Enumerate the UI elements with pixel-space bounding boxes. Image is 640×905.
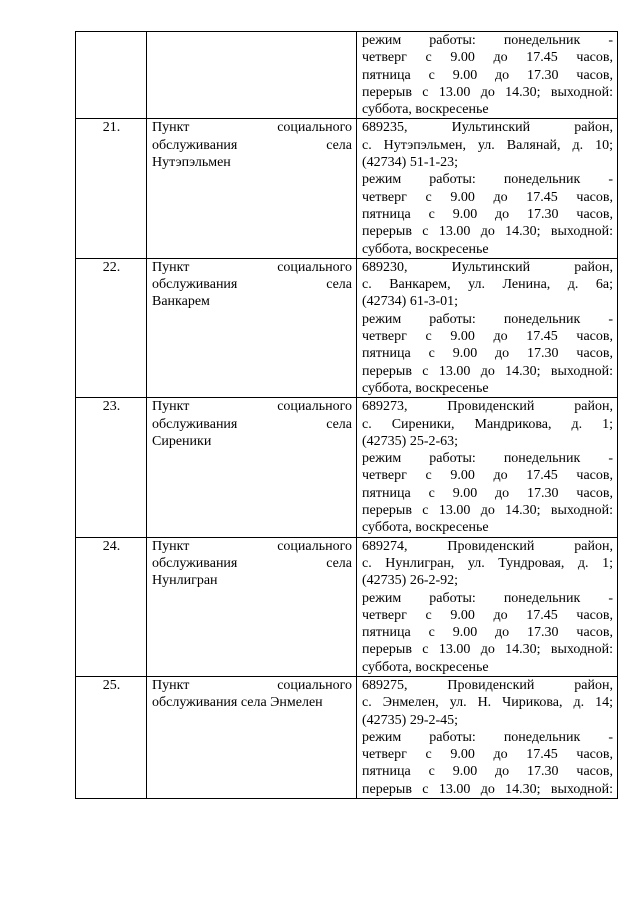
schedule-line: режим работы: понедельник - [362,172,613,188]
point-name-line: обслуживания села Энмелен [152,695,323,711]
service-points-table [75,31,618,799]
table-row [76,398,618,537]
contact-info-cell [357,537,618,676]
address-line: с. Энмелен, ул. Н. Чирикова, д. 14; [362,695,613,711]
point-name-line: Пункт социального [152,677,352,693]
point-name-line: Сиреники [152,433,212,449]
row-number [76,32,147,119]
point-name-line: Нутэпэльмен [152,155,231,171]
schedule-line: четверг с 9.00 до 17.45 часов, [362,468,613,484]
schedule-line: перерыв с 13.00 до 14.30; выходной: [362,642,613,658]
table-row [76,119,618,258]
schedule-line: режим работы: понедельник - [362,311,613,327]
contact-info-cell [357,119,618,258]
table-row [76,258,618,397]
table-row [76,676,618,798]
contact-info-cell [357,258,618,397]
contact-info-cell [357,32,618,119]
schedule-line: четверг с 9.00 до 17.45 часов, [362,747,613,763]
point-name-cell [147,32,357,119]
point-name-line: Пункт социального [152,259,352,275]
point-name-line: Пункт социального [152,399,352,415]
address-line: 689235, Иультинский район, [362,120,613,136]
schedule-line: суббота, воскресенье [362,520,489,536]
address-line: с. Нунлигран, ул. Тундровая, д. 1; [362,555,613,571]
point-name-line: обслуживания села [152,555,352,571]
table-row [76,537,618,676]
address-line: с. Сиреники, Мандрикова, д. 1; [362,416,613,432]
point-name-line: Пункт социального [152,120,352,136]
schedule-line: режим работы: понедельник - [362,729,613,745]
address-line: (42734) 51-1-23; [362,155,459,171]
point-name-cell [147,258,357,397]
schedule-line: режим работы: понедельник - [362,590,613,606]
row-number: 21. [76,119,147,258]
address-line: 689274, Провиденский район, [362,538,613,554]
contact-info-cell [357,398,618,537]
schedule-line: суббота, воскресенье [362,380,489,396]
schedule-line: суббота, воскресенье [362,241,489,257]
row-number: 22. [76,258,147,397]
point-name-line: обслуживания села [152,416,352,432]
schedule-line: четверг с 9.00 до 17.45 часов, [362,607,613,623]
schedule-line: пятница с 9.00 до 17.30 часов, [362,67,613,83]
schedule-line: четверг с 9.00 до 17.45 часов, [362,329,613,345]
point-name-cell [147,676,357,798]
point-name-cell [147,398,357,537]
address-line: (42735) 29-2-45; [362,712,459,728]
contact-info-cell [357,676,618,798]
point-name-line: Пункт социального [152,538,352,554]
schedule-line: четверг с 9.00 до 17.45 часов, [362,189,613,205]
schedule-line: перерыв с 13.00 до 14.30; выходной: [362,363,613,379]
address-line: (42735) 25-2-63; [362,433,459,449]
address-line: 689273, Провиденский район, [362,399,613,415]
schedule-line: перерыв с 13.00 до 14.30; выходной: [362,84,613,100]
point-name-line: обслуживания села [152,137,352,153]
point-name-line: Нунлигран [152,573,218,589]
point-name-cell [147,537,357,676]
schedule-line: пятница с 9.00 до 17.30 часов, [362,346,613,362]
row-number: 25. [76,676,147,798]
point-name-line: обслуживания села [152,277,352,293]
address-line: (42735) 26-2-92; [362,573,459,589]
schedule-line: пятница с 9.00 до 17.30 часов, [362,485,613,501]
address-line: (42734) 61-3-01; [362,294,459,310]
point-name-cell [147,119,357,258]
address-line: 689275, Провиденский район, [362,677,613,693]
schedule-line: четверг с 9.00 до 17.45 часов, [362,50,613,66]
schedule-line: перерыв с 13.00 до 14.30; выходной: [362,503,613,519]
row-number: 23. [76,398,147,537]
address-line: с. Ванкарем, ул. Ленина, д. 6а; [362,277,613,293]
schedule-line: перерыв с 13.00 до 14.30; выходной: [362,224,613,240]
table-body [76,32,618,799]
row-number: 24. [76,537,147,676]
schedule-line: суббота, воскресенье [362,102,489,118]
schedule-line: суббота, воскресенье [362,659,489,675]
schedule-line: режим работы: понедельник - [362,451,613,467]
address-line: 689230, Иультинский район, [362,259,613,275]
point-name-line: Ванкарем [152,294,210,310]
schedule-line: пятница с 9.00 до 17.30 часов, [362,206,613,222]
table-row [76,32,618,119]
schedule-line: режим работы: понедельник - [362,33,613,48]
schedule-line: пятница с 9.00 до 17.30 часов, [362,764,613,780]
address-line: с. Нутэпэльмен, ул. Валянай, д. 10; [362,137,613,153]
schedule-line: пятница с 9.00 до 17.30 часов, [362,625,613,641]
schedule-line: перерыв с 13.00 до 14.30; выходной: [362,781,613,797]
